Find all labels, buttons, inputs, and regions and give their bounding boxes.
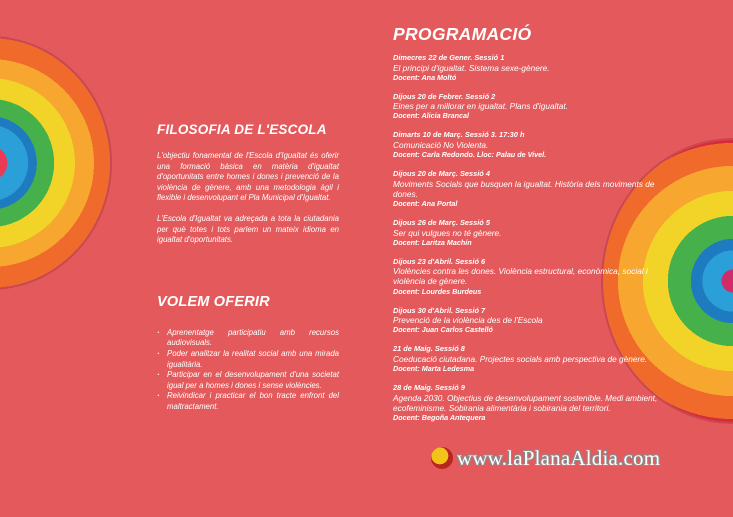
session-item <box>393 383 663 422</box>
session-item <box>393 306 663 335</box>
session-date: 21 de Maig. Sessió 8 <box>393 344 465 354</box>
filosofia-paragraph-2: L'Escola d'Igualtat va adreçada a tota la ciutadania per què totes i tots parlem un mateix idioma en igualtat d'oportunitats. <box>157 213 339 245</box>
watermark <box>431 443 660 473</box>
filosofia-paragraph-1: L'objectiu fonamental de l'Escola d'Igualtat és oferir una formació bàsica en matèria d'igualtat d'oportunitats entre homes i dones i prevenció de la violència de gènere, amb una metodologia àgil i flexible i desenvolupant el Pla Municipal d'Igualtat. <box>157 151 339 203</box>
session-item <box>393 169 663 208</box>
session-docent: Docent: Ana Moltó <box>393 72 457 82</box>
session-item <box>393 257 663 296</box>
session-docent: Docent: Carla Redondo. Lloc: Palau de Vivel. <box>393 150 547 160</box>
session-list <box>393 53 663 432</box>
oferir-item: · Poder analitzar la realitat social amb una mirada igualitària. <box>157 349 339 370</box>
oferir-item: · Aprenentatge participatiu amb recursos audiovisuals. <box>157 328 339 349</box>
session-title: Agenda 2030. Objectius de desenvolupament sostenible. Medi ambient, ecofeminisme. Sobirania alimentària i sobirania del territori. <box>393 392 658 413</box>
session-date: Dijous 20 de Febrer. Sessió 2 <box>393 91 496 101</box>
session-date: Dijous 23 d'Abril. Sessió 6 <box>393 256 486 266</box>
session-docent: Docent: Laritza Machín <box>393 237 472 247</box>
session-date: Dijous 26 de Març. Sessió 5 <box>393 218 490 228</box>
programacio-title: PROGRAMACIÓ <box>393 24 532 44</box>
session-item <box>393 344 663 373</box>
session-docent: Docent: Juan Carlos Castelló <box>393 325 493 335</box>
watermark-text: www.laPlanaAldia.com <box>457 445 661 470</box>
session-date: Dimecres 22 de Gener. Sessió 1 <box>393 53 505 62</box>
session-docent: Docent: Alicia Brancal <box>393 111 470 121</box>
session-date: Dijous 30 d'Abril. Sessió 7 <box>393 305 486 315</box>
oferir-title: VOLEM OFERIR <box>157 293 270 310</box>
session-title: Prevenció de la violència des de l'Escola <box>393 315 543 326</box>
oferir-item: · Reivindicar i practicar el bon tracte enfront del maltractament. <box>157 391 339 412</box>
session-docent: Docent: Ana Portal <box>393 199 458 209</box>
session-title: Moviments Socials que busquen la igualtat. Història dels moviments de dones. <box>393 178 655 199</box>
watermark-logo-icon <box>431 447 453 469</box>
session-item <box>393 92 663 121</box>
session-date: Dijous 20 de Març. Sessió 4 <box>393 169 490 179</box>
session-title: Violències contra les dones. Violència estructural, econòmica, social i violència de gènere. <box>393 266 648 287</box>
filosofia-title: FILOSOFIA DE L'ESCOLA <box>157 122 327 137</box>
session-title: Ser qui vulgues no té gènere. <box>393 227 502 238</box>
left-column <box>157 122 339 413</box>
session-date: 28 de Maig. Sessió 9 <box>393 383 465 393</box>
crochet-mandala-left <box>0 38 110 288</box>
session-title: Comunicació No Violenta. <box>393 139 489 150</box>
session-title: Coeducació ciutadana. Projectes socials amb perspectiva de gènere. <box>393 353 648 364</box>
session-title: Eines per a millorar en igualtat. Plans d'igualtat. <box>393 101 568 112</box>
session-item <box>393 53 663 82</box>
session-title: El principi d'igualtat. Sistema sexe-gènere. <box>393 62 550 73</box>
session-docent: Docent: Begoña Antequera <box>393 412 486 422</box>
session-date: Dimarts 10 de Març. Sessió 3. 17:30 h <box>393 130 525 140</box>
oferir-list <box>157 328 339 413</box>
session-docent: Docent: Lourdes Burdeus <box>393 286 482 296</box>
oferir-item: · Participar en el desenvolupament d'una societat igual per a homes i dones i sense violències. <box>157 370 339 391</box>
session-item <box>393 218 663 247</box>
session-item <box>393 130 663 159</box>
session-docent: Docent: Marta Ledesma <box>393 364 475 374</box>
